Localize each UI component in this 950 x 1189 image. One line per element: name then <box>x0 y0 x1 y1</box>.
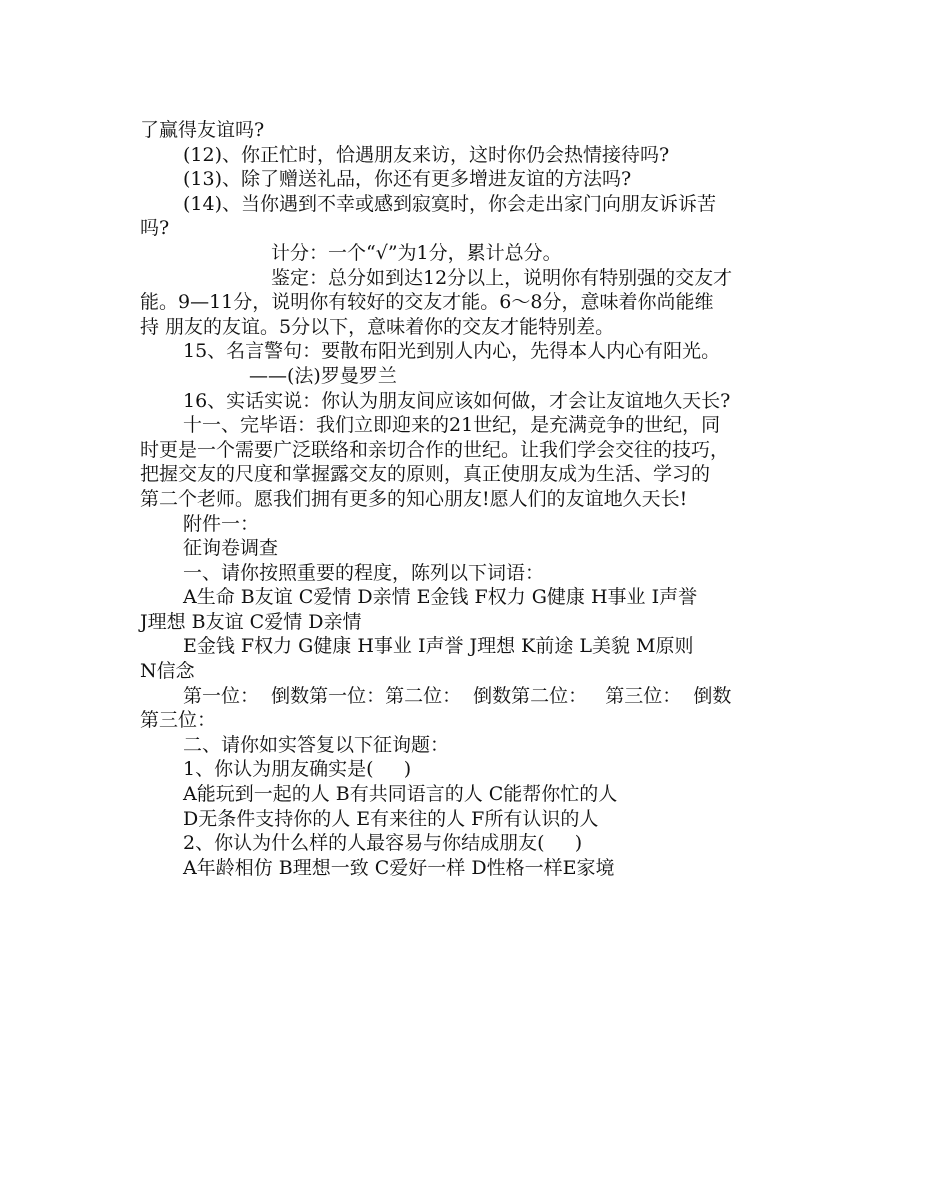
word-list: N信念 <box>140 660 195 683</box>
survey-title: 征询卷调查 <box>183 537 279 560</box>
text-line: 吗? <box>140 217 170 240</box>
answer-options: D无条件支持你的人 E有来往的人 F所有认识的人 <box>183 807 599 830</box>
question-12: (12)、你正忙时，恰遇朋友来访，这时你仍会热情接待吗? <box>183 143 670 166</box>
text-line: 了赢得友谊吗? <box>140 119 265 141</box>
evaluation-text: 鉴定：总分如到达12分以上，说明你有特别强的交友才 <box>271 266 733 289</box>
survey-question-1: 1、你认为朋友确实是( ) <box>183 758 412 781</box>
quote-author: ——(法)罗曼罗兰 <box>249 364 397 387</box>
section-16: 16、实话实说：你认为朋友间应该如何做，才会让友谊地久天长? <box>183 389 731 412</box>
appendix-heading: 附件一： <box>183 512 260 535</box>
word-list: A生命 B友谊 C爱情 D亲情 E金钱 F权力 G健康 H事业 I声誉 <box>183 586 698 609</box>
question-13: (13)、除了赠送礼品，你还有更多增进友谊的方法吗? <box>183 168 632 191</box>
word-list: E金钱 F权力 G健康 H事业 I声誉 J理想 K前途 L美貌 M原则 <box>183 635 694 658</box>
text-line: 把握交友的尺度和掌握露交友的原则，真正使朋友成为生活、学习的 <box>140 463 711 486</box>
scoring-rule: 计分：一个“√”为1分，累计总分。 <box>271 241 562 264</box>
answer-options: A年龄相仿 B理想一致 C爱好一样 D性格一样E家境 <box>183 856 615 879</box>
ranking-slots: 第三位： <box>140 709 217 732</box>
answer-options: A能玩到一起的人 B有共同语言的人 C能帮你忙的人 <box>183 783 618 806</box>
famous-quote: 15、名言警句：要散布阳光到别人内心，先得本人内心有阳光。 <box>183 340 721 363</box>
text-line: 能。9—11分，说明你有较好的交友才能。6～8分，意味着你尚能维 <box>140 291 714 314</box>
closing-remarks: 十一、完毕语：我们立即迎来的21世纪，是充满竞争的世纪，同 <box>183 414 721 437</box>
survey-section-1: 一、请你按照重要的程度，陈列以下词语： <box>183 561 545 584</box>
document-page <box>140 118 812 880</box>
word-list: J理想 B友谊 C爱情 D亲情 <box>140 610 362 633</box>
survey-question-2: 2、你认为什么样的人最容易与你结成朋友( ) <box>183 832 583 855</box>
question-14: (14)、当你遇到不幸或感到寂寞时，你会走出家门向朋友诉诉苦 <box>183 192 717 215</box>
ranking-slots: 第一位： 倒数第一位：第二位： 倒数第二位： 第三位： 倒数 <box>183 684 732 707</box>
text-line: 第二个老师。愿我们拥有更多的知心朋友!愿人们的友谊地久天长! <box>140 487 688 510</box>
text-line: 时更是一个需要广泛联络和亲切合作的世纪。让我们学会交往的技巧， <box>140 438 730 461</box>
text-line: 持 朋友的友谊。5分以下，意味着你的交友才能特别差。 <box>140 315 615 338</box>
survey-section-2: 二、请你如实答复以下征询题： <box>183 733 450 756</box>
